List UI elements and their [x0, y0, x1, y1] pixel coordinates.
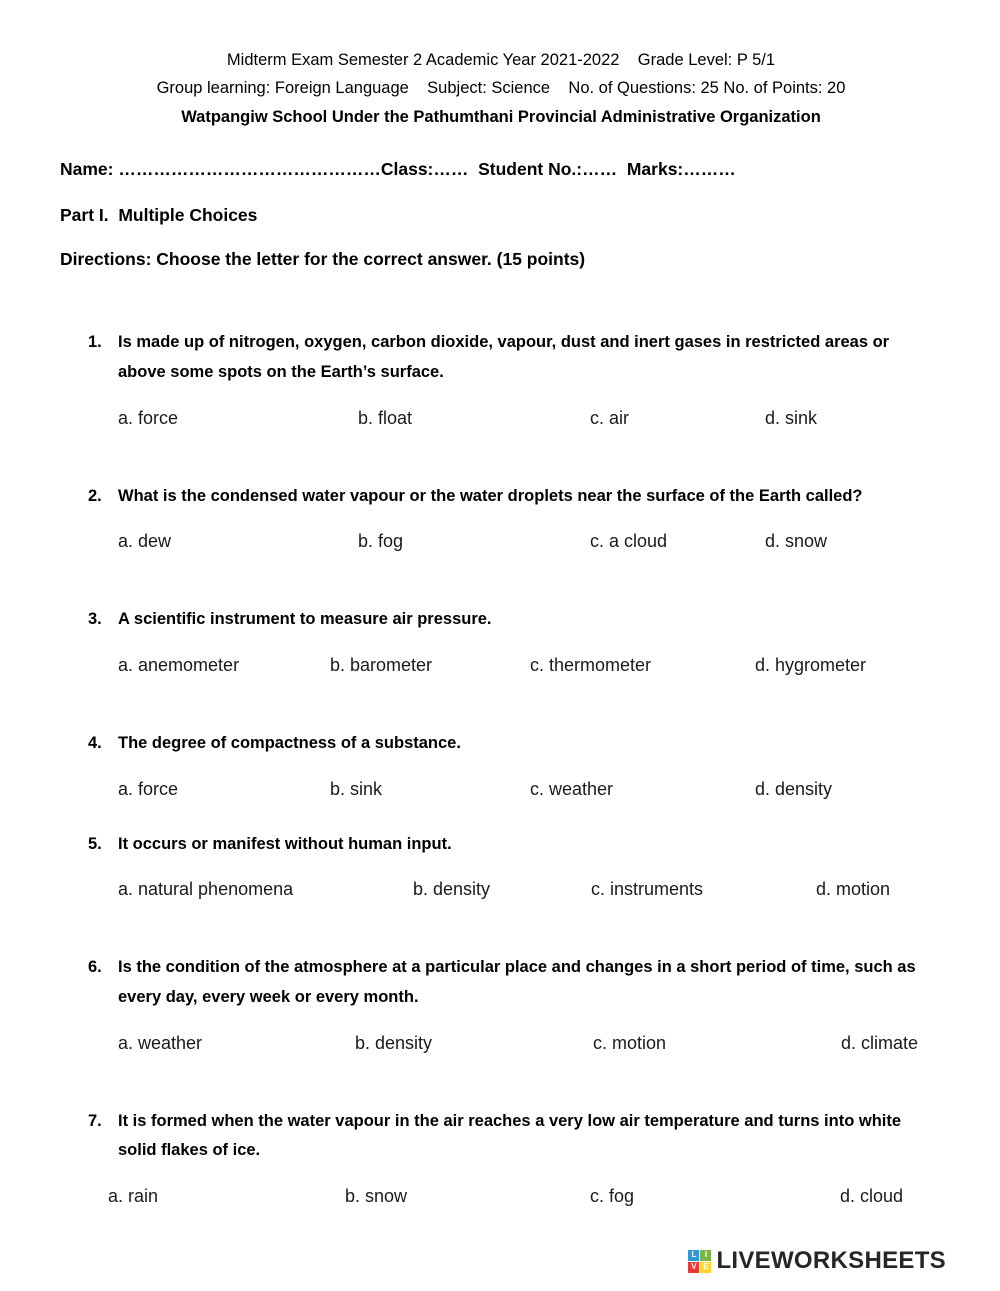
question-text: It occurs or manifest without human input.: [118, 834, 452, 853]
logo-square-v: V: [688, 1262, 699, 1273]
question-number: 6.: [88, 958, 102, 977]
option-c[interactable]: c. weather: [530, 778, 614, 799]
question-number: 3.: [88, 610, 102, 629]
option-c[interactable]: c. fog: [590, 1186, 635, 1206]
option-c[interactable]: c. instruments: [591, 879, 704, 900]
question-5: [88, 830, 942, 901]
header-line-1: Midterm Exam Semester 2 Academic Year 2021-2022 Grade Level: P 5/1: [226, 51, 776, 69]
option-d[interactable]: d. density: [755, 778, 833, 799]
question-number: 2.: [88, 486, 102, 505]
option-b[interactable]: b. barometer: [330, 654, 433, 675]
option-d[interactable]: d. snow: [765, 531, 828, 552]
options-row: [88, 779, 942, 800]
question-row: [88, 482, 942, 512]
option-a[interactable]: a. natural phenomena: [118, 879, 294, 900]
question-row: [88, 830, 942, 860]
option-a[interactable]: a. dew: [118, 531, 172, 552]
option-d[interactable]: d. climate: [841, 1032, 919, 1053]
logo-square-l: L: [688, 1250, 699, 1261]
options-row: [88, 1186, 942, 1207]
logo-square-i: I: [700, 1250, 711, 1261]
question-text: It is formed when the water vapour in the air reaches a very low air temperature and turns into white solid flakes of ice.: [118, 1111, 902, 1160]
option-a[interactable]: a. rain: [108, 1186, 159, 1206]
option-a[interactable]: a. anemometer: [118, 654, 240, 675]
options-row: [88, 879, 942, 900]
option-a[interactable]: a. weather: [118, 1032, 203, 1053]
liveworksheets-logo-icon: [688, 1250, 711, 1273]
question-row: [88, 729, 942, 759]
option-b[interactable]: b. float: [358, 407, 413, 428]
liveworksheets-wordmark: LIVEWORKSHEETS: [716, 1247, 946, 1274]
question-3: [88, 605, 942, 676]
question-6: [88, 953, 942, 1053]
question-text: Is made up of nitrogen, oxygen, carbon dioxide, vapour, dust and inert gases in restricted areas or above some spots on the Earth’s surface.: [118, 333, 890, 381]
header-school-name: Watpangiw School Under the Pathumthani Provincial Administrative Organization: [181, 107, 821, 126]
option-d[interactable]: d. sink: [765, 407, 818, 428]
options-row: [88, 1033, 942, 1054]
question-text: Is the condition of the atmosphere at a particular place and changes in a short period of time, such as every day, every week or every month.: [118, 958, 916, 1006]
option-a[interactable]: a. force: [118, 778, 179, 799]
option-c[interactable]: c. a cloud: [590, 531, 668, 552]
question-text: The degree of compactness of a substance.: [118, 733, 461, 752]
question-row: [88, 328, 942, 387]
questions-list: [60, 328, 942, 1207]
question-text: A scientific instrument to measure air pressure.: [118, 610, 492, 629]
question-number: 5.: [88, 834, 102, 853]
question-2: [88, 482, 942, 553]
option-c[interactable]: c. thermometer: [530, 654, 652, 675]
question-4: [88, 729, 942, 800]
options-row: [88, 655, 942, 676]
logo-square-e: E: [700, 1262, 711, 1273]
options-row: [88, 531, 942, 552]
question-row: [88, 953, 942, 1012]
question-7: [88, 1107, 942, 1207]
option-c[interactable]: c. motion: [593, 1032, 667, 1053]
question-row: [88, 605, 942, 635]
option-c[interactable]: c. air: [590, 407, 630, 428]
question-number: 7.: [88, 1111, 102, 1130]
name-class-studentno-marks-line: Name: ………………………………………Class:…… Student No.:…… Marks:………: [60, 159, 736, 180]
question-number: 4.: [88, 733, 102, 752]
option-b[interactable]: b. snow: [345, 1186, 408, 1206]
part-title: Part I. Multiple Choices: [60, 205, 258, 226]
question-number: 1.: [88, 333, 102, 352]
option-d[interactable]: d. cloud: [840, 1186, 904, 1206]
header-line-2: Group learning: Foreign Language Subject: Science No. of Questions: 25 No. of Points: 20: [156, 79, 846, 98]
question-text: What is the condensed water vapour or the water droplets near the surface of the Earth called?: [118, 486, 863, 505]
option-a[interactable]: a. force: [118, 407, 179, 428]
option-b[interactable]: b. density: [355, 1032, 433, 1053]
option-b[interactable]: b. fog: [358, 531, 404, 552]
option-b[interactable]: b. density: [413, 879, 491, 900]
option-d[interactable]: d. motion: [816, 879, 891, 900]
question-row: [88, 1107, 942, 1166]
directions-text: Directions: Choose the letter for the correct answer. (15 points): [60, 249, 586, 270]
option-d[interactable]: d. hygrometer: [755, 654, 867, 675]
question-1: [88, 328, 942, 428]
option-b[interactable]: b. sink: [330, 778, 383, 799]
liveworksheets-footer: [688, 1247, 946, 1275]
options-row: [88, 408, 942, 429]
